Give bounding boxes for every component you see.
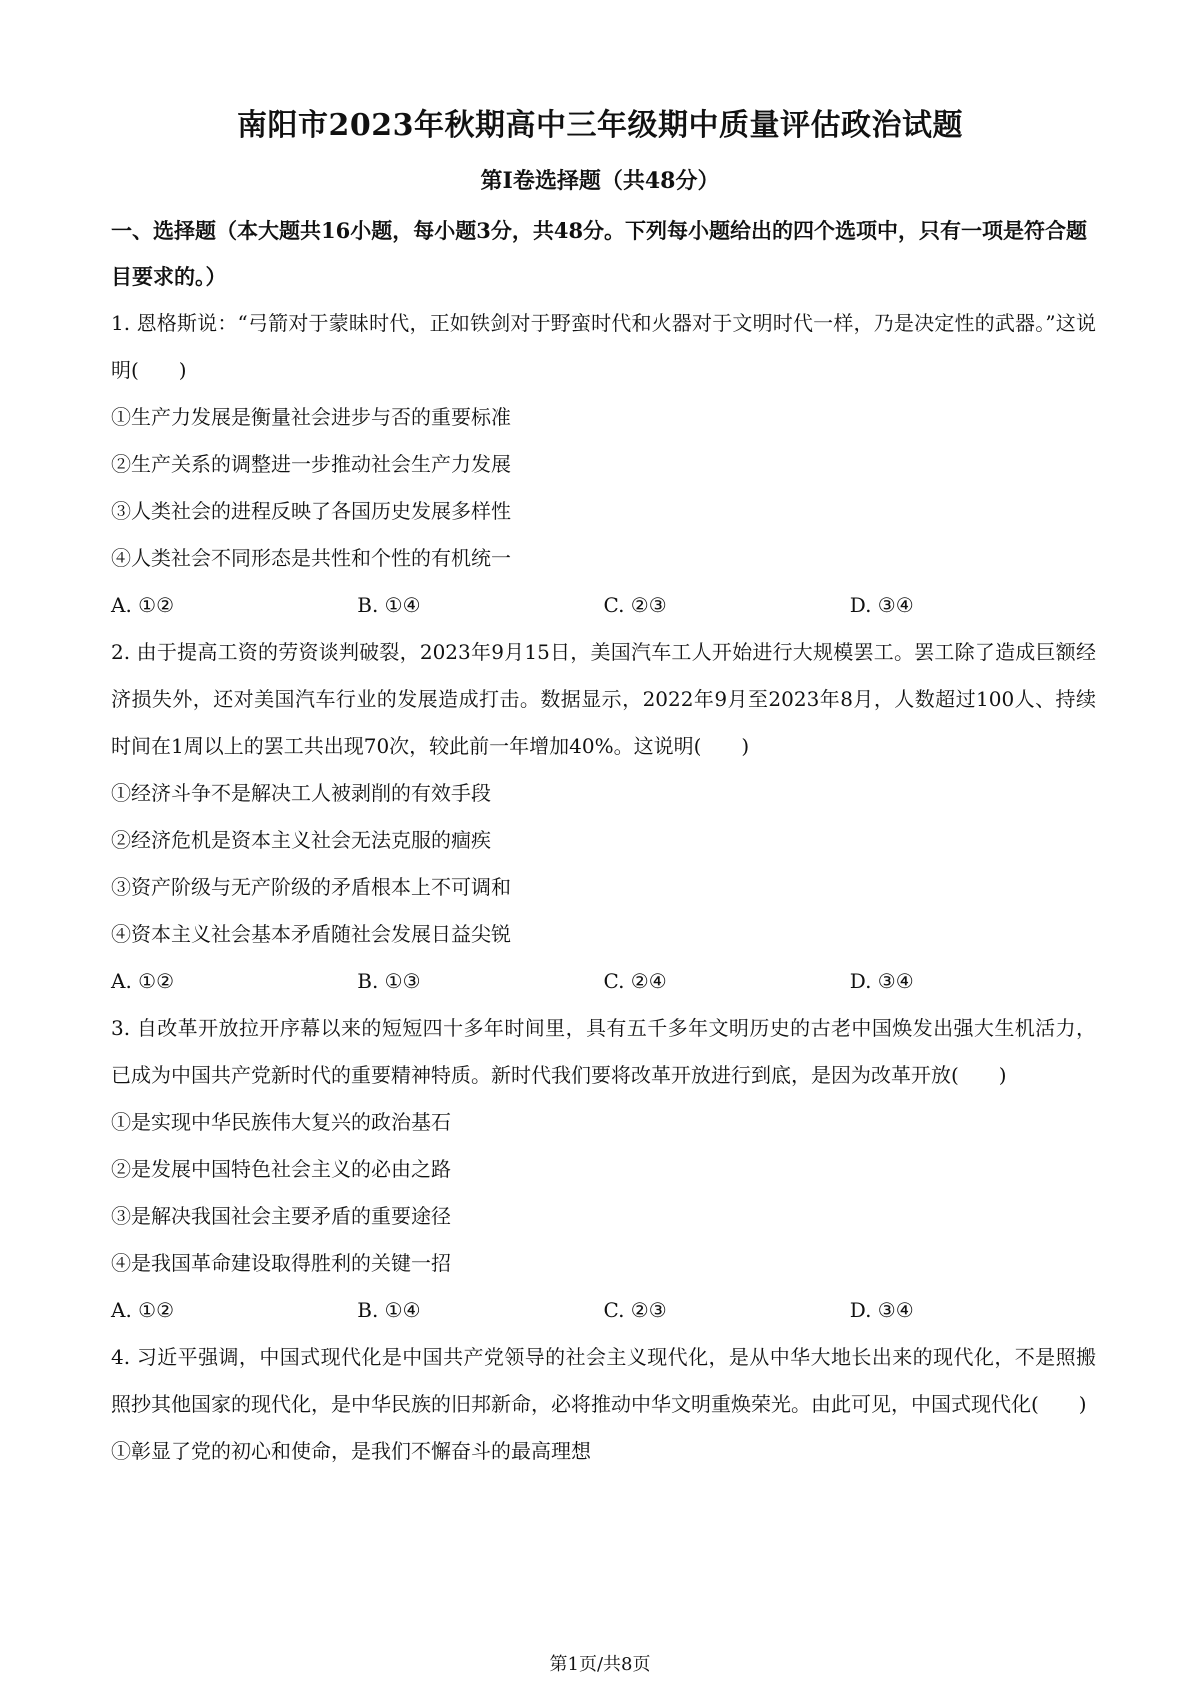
option-a: A. ①②	[111, 969, 175, 993]
statement-item: ①经济斗争不是解决工人被剥削的有效手段	[111, 781, 491, 805]
question-stem: 2. 由于提高工资的劳资谈判破裂，2023年9月15日，美国汽车工人开始进行大规模罢工。罢工除了造成巨额经济损失外，还对美国汽车行业的发展造成打击。数据显示，2022年9月至2023年8月，人数超过100人、持续时间在1周以上的罢工共出现70次，较此前一年增加40%。这说明( )	[111, 640, 1096, 758]
question-2	[111, 629, 1096, 1005]
statement-item: ③是解决我国社会主要矛盾的重要途径	[111, 1204, 451, 1228]
option-d: D. ③④	[849, 593, 914, 617]
answer-options	[111, 582, 1096, 629]
statement-item: ②生产关系的调整进一步推动社会生产力发展	[111, 452, 511, 476]
question-4	[111, 1334, 1096, 1475]
statement-item: ②是发展中国特色社会主义的必由之路	[111, 1157, 451, 1181]
question-3	[111, 1005, 1096, 1334]
exam-content	[111, 208, 1096, 1475]
option-a: A. ①②	[111, 1298, 175, 1322]
option-c: C. ②③	[603, 1298, 667, 1322]
option-b: B. ①④	[357, 1298, 421, 1322]
section-subtitle: 第Ⅰ卷选择题（共48分）	[480, 168, 720, 194]
option-b: B. ①④	[357, 593, 421, 617]
answer-options	[111, 1287, 1096, 1334]
option-d: D. ③④	[849, 969, 914, 993]
option-d: D. ③④	[849, 1298, 914, 1322]
statement-item: ④是我国革命建设取得胜利的关键一招	[111, 1251, 451, 1275]
section-instruction: 一、选择题（本大题共16小题，每小题3分，共48分。下列每小题给出的四个选项中，只有一项是符合题目要求的。）	[111, 218, 1088, 289]
statement-item: ①生产力发展是衡量社会进步与否的重要标准	[111, 405, 511, 429]
question-stem: 3. 自改革开放拉开序幕以来的短短四十多年时间里，具有五千多年文明历史的古老中国焕发出强大生机活力，已成为中国共产党新时代的重要精神特质。新时代我们要将改革开放进行到底，是因为改革开放( )	[111, 1016, 1096, 1087]
statement-item: ④资本主义社会基本矛盾随社会发展日益尖锐	[111, 922, 511, 946]
page-number: 第1页/共8页	[549, 1654, 651, 1675]
option-a: A. ①②	[111, 593, 175, 617]
option-c: C. ②③	[603, 593, 667, 617]
statement-item: ②经济危机是资本主义社会无法克服的痼疾	[111, 828, 491, 852]
statement-item: ①是实现中华民族伟大复兴的政治基石	[111, 1110, 451, 1134]
answer-options	[111, 958, 1096, 1005]
question-stem: 4. 习近平强调，中国式现代化是中国共产党领导的社会主义现代化，是从中华大地长出来的现代化，不是照搬照抄其他国家的现代化，是中华民族的旧邦新命，必将推动中华文明重焕荣光。由此可见，中国式现代化( )	[111, 1345, 1096, 1416]
statement-item: ④人类社会不同形态是共性和个性的有机统一	[111, 546, 511, 570]
option-b: B. ①③	[357, 969, 421, 993]
statement-item: ③资产阶级与无产阶级的矛盾根本上不可调和	[111, 875, 511, 899]
exam-title: 南阳市2023年秋期高中三年级期中质量评估政治试题	[237, 108, 963, 143]
statement-item: ③人类社会的进程反映了各国历史发展多样性	[111, 499, 511, 523]
question-stem: 1. 恩格斯说：“弓箭对于蒙昧时代，正如铁剑对于野蛮时代和火器对于文明时代一样，乃是决定性的武器。”这说明( )	[111, 311, 1096, 382]
question-1	[111, 300, 1096, 629]
statement-item: ①彰显了党的初心和使命，是我们不懈奋斗的最高理想	[111, 1439, 591, 1463]
option-c: C. ②④	[603, 969, 667, 993]
